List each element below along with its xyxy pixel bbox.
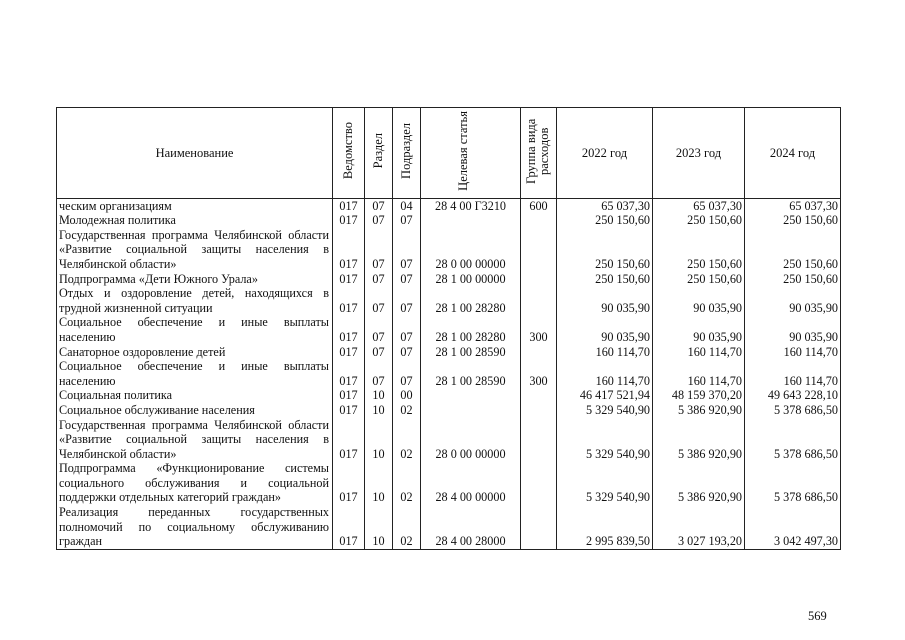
row-subsection: 07: [393, 286, 421, 315]
row-section: 07: [365, 213, 393, 228]
row-amount-2022: 5 329 540,90: [557, 403, 653, 418]
row-department: 017: [333, 505, 365, 549]
row-name: Санаторное оздоровление детей: [57, 345, 333, 360]
row-expense-group: 300: [521, 359, 557, 388]
row-section: 10: [365, 418, 393, 462]
row-amount-2022: 160 114,70: [557, 345, 653, 360]
row-section: 07: [365, 228, 393, 272]
row-amount-2023: 250 150,60: [653, 272, 745, 287]
row-expense-group: [521, 403, 557, 418]
row-amount-2022: 2 995 839,50: [557, 505, 653, 549]
table-row: [57, 403, 841, 418]
row-name: Социальное обеспечение и иные выплаты населению: [57, 359, 333, 388]
table-row: [57, 461, 841, 505]
table-row: [57, 228, 841, 272]
row-subsection: 07: [393, 345, 421, 360]
row-amount-2024: 5 378 686,50: [745, 461, 841, 505]
row-target-article: 28 1 00 00000: [421, 272, 521, 287]
row-subsection: 07: [393, 213, 421, 228]
row-amount-2022: 250 150,60: [557, 213, 653, 228]
header-department: Ведомство: [333, 108, 365, 199]
row-expense-group: [521, 228, 557, 272]
row-amount-2023: 160 114,70: [653, 359, 745, 388]
budget-table: [56, 107, 841, 550]
row-amount-2024: 90 035,90: [745, 315, 841, 344]
table-row: [57, 388, 841, 403]
header-subsection: Подраздел: [393, 108, 421, 199]
row-target-article: [421, 388, 521, 403]
row-expense-group: [521, 505, 557, 549]
row-amount-2024: 5 378 686,50: [745, 418, 841, 462]
table-row: [57, 418, 841, 462]
header-target-article: Целевая статья: [421, 108, 521, 199]
row-expense-group: [521, 345, 557, 360]
row-amount-2023: 160 114,70: [653, 345, 745, 360]
row-section: 07: [365, 345, 393, 360]
row-amount-2024: 5 378 686,50: [745, 403, 841, 418]
table-header-row: [57, 108, 841, 199]
row-target-article: 28 1 00 28590: [421, 345, 521, 360]
header-year-2023: 2023 год: [653, 108, 745, 199]
row-subsection: 07: [393, 315, 421, 344]
row-section: 10: [365, 388, 393, 403]
row-expense-group: [521, 213, 557, 228]
row-expense-group: [521, 461, 557, 505]
row-department: 017: [333, 315, 365, 344]
row-subsection: 02: [393, 505, 421, 549]
row-amount-2024: 160 114,70: [745, 359, 841, 388]
table-row: [57, 315, 841, 344]
header-section: Раздел: [365, 108, 393, 199]
table-row: [57, 345, 841, 360]
row-amount-2024: 90 035,90: [745, 286, 841, 315]
row-amount-2022: 46 417 521,94: [557, 388, 653, 403]
row-name: Государственная программа Челябинской области «Развитие социальной защиты населения в Челябинской области»: [57, 228, 333, 272]
row-amount-2024: 250 150,60: [745, 213, 841, 228]
table-row: [57, 505, 841, 549]
table-row: [57, 213, 841, 228]
header-expense-group: Группа вида расходов: [521, 108, 557, 199]
table-row: [57, 198, 841, 213]
row-amount-2024: 250 150,60: [745, 228, 841, 272]
row-name: Подпрограмма «Дети Южного Урала»: [57, 272, 333, 287]
row-amount-2023: 250 150,60: [653, 213, 745, 228]
row-subsection: 02: [393, 461, 421, 505]
row-amount-2024: 49 643 228,10: [745, 388, 841, 403]
row-name: Отдых и оздоровление детей, находящихся в трудной жизненной ситуации: [57, 286, 333, 315]
row-target-article: [421, 403, 521, 418]
row-expense-group: [521, 272, 557, 287]
row-amount-2023: 3 027 193,20: [653, 505, 745, 549]
row-section: 07: [365, 272, 393, 287]
row-amount-2022: 250 150,60: [557, 228, 653, 272]
row-amount-2023: 90 035,90: [653, 286, 745, 315]
table-row: [57, 359, 841, 388]
row-target-article: 28 4 00 00000: [421, 461, 521, 505]
row-amount-2022: 5 329 540,90: [557, 461, 653, 505]
row-target-article: [421, 213, 521, 228]
header-name: Наименование: [57, 108, 333, 199]
row-amount-2023: 5 386 920,90: [653, 461, 745, 505]
row-name: Молодежная политика: [57, 213, 333, 228]
row-subsection: 02: [393, 418, 421, 462]
header-year-2022: 2022 год: [557, 108, 653, 199]
row-department: 017: [333, 228, 365, 272]
page-number: 569: [808, 609, 827, 623]
header-year-2024: 2024 год: [745, 108, 841, 199]
row-target-article: 28 4 00 Г3210: [421, 198, 521, 213]
row-target-article: 28 1 00 28590: [421, 359, 521, 388]
row-subsection: 07: [393, 359, 421, 388]
row-amount-2024: 160 114,70: [745, 345, 841, 360]
row-name: Социальная политика: [57, 388, 333, 403]
row-amount-2022: 90 035,90: [557, 315, 653, 344]
row-subsection: 07: [393, 272, 421, 287]
row-expense-group: [521, 418, 557, 462]
row-department: 017: [333, 418, 365, 462]
row-section: 10: [365, 505, 393, 549]
row-amount-2023: 48 159 370,20: [653, 388, 745, 403]
row-subsection: 04: [393, 198, 421, 213]
row-section: 07: [365, 359, 393, 388]
row-section: 10: [365, 461, 393, 505]
row-target-article: 28 0 00 00000: [421, 418, 521, 462]
row-amount-2022: 5 329 540,90: [557, 418, 653, 462]
table-row: [57, 272, 841, 287]
row-target-article: 28 4 00 28000: [421, 505, 521, 549]
row-amount-2022: 90 035,90: [557, 286, 653, 315]
row-amount-2024: 65 037,30: [745, 198, 841, 213]
row-expense-group: 300: [521, 315, 557, 344]
row-amount-2023: 5 386 920,90: [653, 403, 745, 418]
table-row: [57, 286, 841, 315]
row-amount-2023: 250 150,60: [653, 228, 745, 272]
row-department: 017: [333, 286, 365, 315]
row-subsection: 00: [393, 388, 421, 403]
row-name: ческим организациям: [57, 198, 333, 213]
row-name: Государственная программа Челябинской области «Развитие социальной защиты населения в Челябинской области»: [57, 418, 333, 462]
row-department: 017: [333, 213, 365, 228]
row-name: Социальное обеспечение и иные выплаты населению: [57, 315, 333, 344]
row-amount-2024: 3 042 497,30: [745, 505, 841, 549]
row-section: 10: [365, 403, 393, 418]
row-section: 07: [365, 198, 393, 213]
row-expense-group: 600: [521, 198, 557, 213]
row-expense-group: [521, 286, 557, 315]
row-name: Реализация переданных государственных полномочий по социальному обслуживанию граждан: [57, 505, 333, 549]
row-department: 017: [333, 461, 365, 505]
row-name: Подпрограмма «Функционирование системы социального обслуживания и социальной поддержки отдельных категорий граждан»: [57, 461, 333, 505]
row-department: 017: [333, 345, 365, 360]
row-amount-2022: 160 114,70: [557, 359, 653, 388]
row-target-article: 28 1 00 28280: [421, 315, 521, 344]
row-name: Социальное обслуживание населения: [57, 403, 333, 418]
row-department: 017: [333, 403, 365, 418]
row-department: 017: [333, 198, 365, 213]
row-amount-2024: 250 150,60: [745, 272, 841, 287]
row-section: 07: [365, 286, 393, 315]
row-department: 017: [333, 388, 365, 403]
row-section: 07: [365, 315, 393, 344]
row-amount-2022: 250 150,60: [557, 272, 653, 287]
row-expense-group: [521, 388, 557, 403]
row-amount-2023: 90 035,90: [653, 315, 745, 344]
row-subsection: 07: [393, 228, 421, 272]
row-subsection: 02: [393, 403, 421, 418]
row-target-article: 28 0 00 00000: [421, 228, 521, 272]
row-department: 017: [333, 359, 365, 388]
row-amount-2022: 65 037,30: [557, 198, 653, 213]
row-amount-2023: 5 386 920,90: [653, 418, 745, 462]
row-department: 017: [333, 272, 365, 287]
row-target-article: 28 1 00 28280: [421, 286, 521, 315]
row-amount-2023: 65 037,30: [653, 198, 745, 213]
